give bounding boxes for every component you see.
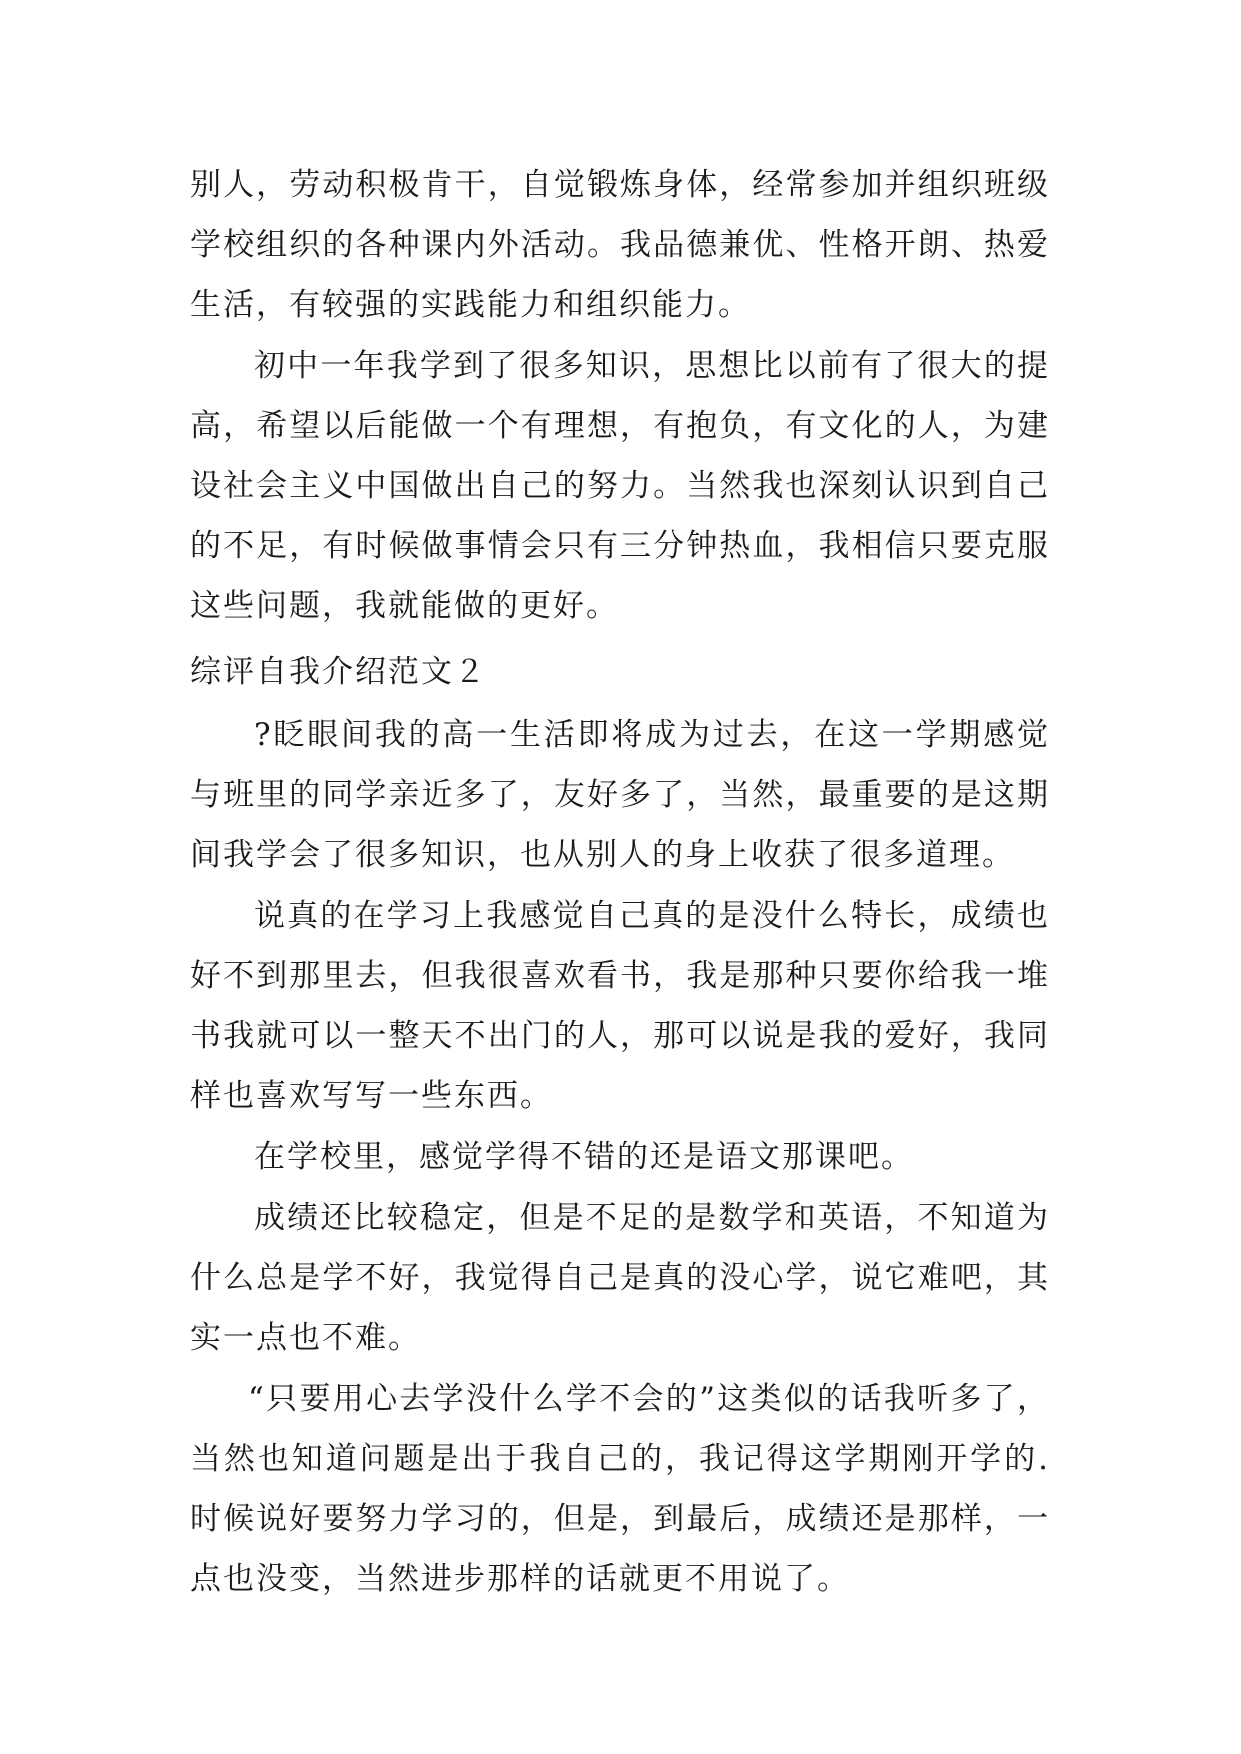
section-heading: 综评自我介绍范文２ (190, 654, 487, 690)
paragraph-continuation: 别人，劳动积极肯干，自觉锻炼身体，经常参加并组织班级学校组织的各种课内外活动。我品德兼优、性格开朗、热爱生活，有较强的实践能力和组织能力。 (190, 167, 1050, 323)
paragraph: 说真的在学习上我感觉自己真的是没什么特长，成绩也好不到那里去，但我很喜欢看书，我是那种只要你给我一堆书我就可以一整天不出门的人，那可以说是我的爱好，我同样也喜欢写写一些东西。 (190, 898, 1050, 1114)
paragraph: ?眨眼间我的高一生活即将成为过去，在这一学期感觉与班里的同学亲近多了，友好多了，当然，最重要的是这期间我学会了很多知识，也从别人的身上收获了很多道理。 (190, 717, 1050, 873)
paragraph: 初中一年我学到了很多知识，思想比以前有了很大的提高，希望以后能做一个有理想，有抱负，有文化的人，为建设社会主义中国做出自己的努力。当然我也深刻认识到自己的不足，有时候做事情会只有三分钟热血，我相信只要克服这些问题，我就能做的更好。 (190, 348, 1050, 624)
paragraph: 在学校里，感觉学得不错的还是语文那课吧。 (254, 1139, 914, 1175)
paragraph: 成绩还比较稳定，但是不足的是数学和英语，不知道为什么总是学不好，我觉得自己是真的没心学，说它难吧，其实一点也不难。 (190, 1200, 1050, 1356)
document-body (190, 155, 1050, 1610)
paragraph-quote: “只要用心去学没什么学不会的”这类似的话我听多了，当然也知道问题是出于我自己的，我记得这学期刚开学的.时候说好要努力学习的，但是，到最后，成绩还是那样，一点也没变，当然进步那样的话就更不用说了。 (190, 1381, 1050, 1597)
